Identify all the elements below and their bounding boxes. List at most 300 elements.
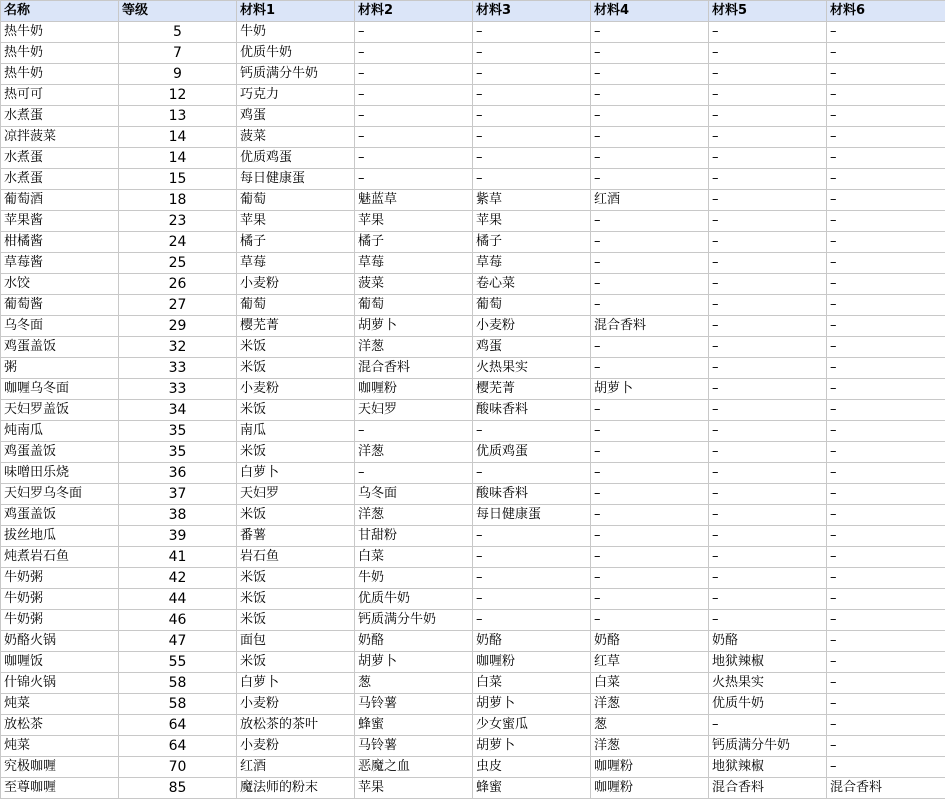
cell-material-1: 每日健康蛋 xyxy=(237,169,355,190)
header-material-6: 材料6 xyxy=(827,1,945,22)
cell-material-2: 甘甜粉 xyxy=(355,526,473,547)
cell-material-5: 火热果实 xyxy=(709,673,827,694)
cell-material-1: 钙质满分牛奶 xyxy=(237,64,355,85)
cell-material-4: – xyxy=(591,169,709,190)
cell-material-6: – xyxy=(827,64,945,85)
cell-material-3: – xyxy=(473,22,591,43)
cell-material-4: 胡萝卜 xyxy=(591,379,709,400)
cell-material-2: 马铃薯 xyxy=(355,736,473,757)
cell-material-4: 红草 xyxy=(591,652,709,673)
cell-material-4: – xyxy=(591,127,709,148)
cell-material-2: 马铃薯 xyxy=(355,694,473,715)
cell-name: 至尊咖喱 xyxy=(1,778,119,799)
header-row xyxy=(1,1,945,22)
table-row xyxy=(1,337,945,358)
cell-material-2: 牛奶 xyxy=(355,568,473,589)
cell-material-2: – xyxy=(355,421,473,442)
cell-material-5: 地狱辣椒 xyxy=(709,652,827,673)
cell-material-1: 魔法师的粉末 xyxy=(237,778,355,799)
cell-material-6: – xyxy=(827,274,945,295)
cell-material-4: – xyxy=(591,505,709,526)
cell-level: 64 xyxy=(119,715,237,736)
cell-level: 41 xyxy=(119,547,237,568)
cell-level: 23 xyxy=(119,211,237,232)
cell-material-3: 奶酪 xyxy=(473,631,591,652)
cell-name: 奶酪火锅 xyxy=(1,631,119,652)
cell-material-5: – xyxy=(709,442,827,463)
cell-material-6: – xyxy=(827,568,945,589)
cell-level: 14 xyxy=(119,127,237,148)
cell-material-4: – xyxy=(591,148,709,169)
cell-name: 咖喱饭 xyxy=(1,652,119,673)
cell-material-6: – xyxy=(827,631,945,652)
cell-material-2: 蜂蜜 xyxy=(355,715,473,736)
cell-material-6: – xyxy=(827,358,945,379)
cell-material-6: – xyxy=(827,652,945,673)
cell-material-3: 优质鸡蛋 xyxy=(473,442,591,463)
cell-level: 36 xyxy=(119,463,237,484)
cell-material-5: – xyxy=(709,127,827,148)
cell-material-2: 优质牛奶 xyxy=(355,589,473,610)
cell-material-6: – xyxy=(827,736,945,757)
cell-level: 55 xyxy=(119,652,237,673)
cell-material-5: – xyxy=(709,232,827,253)
cell-material-2: 苹果 xyxy=(355,778,473,799)
cell-material-1: 小麦粉 xyxy=(237,379,355,400)
cell-material-5: – xyxy=(709,316,827,337)
cell-material-6: – xyxy=(827,484,945,505)
cell-level: 9 xyxy=(119,64,237,85)
cell-material-4: 混合香料 xyxy=(591,316,709,337)
table-row xyxy=(1,505,945,526)
cell-level: 39 xyxy=(119,526,237,547)
cell-material-4: – xyxy=(591,463,709,484)
cell-material-5: – xyxy=(709,106,827,127)
table-row xyxy=(1,526,945,547)
cell-level: 25 xyxy=(119,253,237,274)
cell-material-1: 红酒 xyxy=(237,757,355,778)
cell-level: 24 xyxy=(119,232,237,253)
cell-material-5: – xyxy=(709,148,827,169)
table-row xyxy=(1,547,945,568)
cell-material-1: 橘子 xyxy=(237,232,355,253)
table-row xyxy=(1,631,945,652)
cell-material-3: – xyxy=(473,421,591,442)
cell-name: 炖煮岩石鱼 xyxy=(1,547,119,568)
table-row xyxy=(1,715,945,736)
cell-name: 热牛奶 xyxy=(1,22,119,43)
header-material-1: 材料1 xyxy=(237,1,355,22)
table-row xyxy=(1,169,945,190)
cell-material-6: – xyxy=(827,127,945,148)
cell-material-4: 奶酪 xyxy=(591,631,709,652)
cell-material-3: – xyxy=(473,43,591,64)
cell-material-3: 鸡蛋 xyxy=(473,337,591,358)
cell-material-6: – xyxy=(827,169,945,190)
cell-material-6: – xyxy=(827,673,945,694)
cell-material-4: 红酒 xyxy=(591,190,709,211)
cell-level: 32 xyxy=(119,337,237,358)
table-row xyxy=(1,778,945,799)
cell-material-6: – xyxy=(827,442,945,463)
cell-material-4: – xyxy=(591,568,709,589)
cell-level: 47 xyxy=(119,631,237,652)
cell-material-5: – xyxy=(709,589,827,610)
cell-material-3: 苹果 xyxy=(473,211,591,232)
table-row xyxy=(1,295,945,316)
cell-material-3: 酸味香料 xyxy=(473,484,591,505)
cell-material-6: – xyxy=(827,22,945,43)
cell-material-4: – xyxy=(591,337,709,358)
cell-name: 苹果酱 xyxy=(1,211,119,232)
cell-level: 14 xyxy=(119,148,237,169)
cell-material-4: – xyxy=(591,400,709,421)
cell-material-2: 乌冬面 xyxy=(355,484,473,505)
cell-name: 热牛奶 xyxy=(1,43,119,64)
cell-material-4: – xyxy=(591,232,709,253)
table-row xyxy=(1,463,945,484)
cell-material-4: – xyxy=(591,421,709,442)
cell-material-5: – xyxy=(709,64,827,85)
cell-material-3: 少女蜜瓜 xyxy=(473,715,591,736)
cell-material-3: – xyxy=(473,610,591,631)
cell-material-1: 天妇罗 xyxy=(237,484,355,505)
cell-material-6: – xyxy=(827,547,945,568)
cell-name: 炖菜 xyxy=(1,736,119,757)
table-row xyxy=(1,568,945,589)
cell-material-5: – xyxy=(709,421,827,442)
cell-material-6: – xyxy=(827,379,945,400)
cell-material-3: 每日健康蛋 xyxy=(473,505,591,526)
cell-material-1: 白萝卜 xyxy=(237,463,355,484)
cell-material-4: – xyxy=(591,589,709,610)
cell-material-1: 岩石鱼 xyxy=(237,547,355,568)
cell-name: 牛奶粥 xyxy=(1,568,119,589)
cell-material-2: 白菜 xyxy=(355,547,473,568)
table-row xyxy=(1,652,945,673)
cell-name: 粥 xyxy=(1,358,119,379)
cell-material-2: 胡萝卜 xyxy=(355,316,473,337)
cell-material-2: 恶魔之血 xyxy=(355,757,473,778)
cell-material-1: 面包 xyxy=(237,631,355,652)
cell-material-1: 葡萄 xyxy=(237,295,355,316)
cell-material-2: – xyxy=(355,148,473,169)
cell-material-1: 米饭 xyxy=(237,442,355,463)
cell-material-6: – xyxy=(827,211,945,232)
cell-material-5: – xyxy=(709,169,827,190)
cell-level: 34 xyxy=(119,400,237,421)
cell-level: 70 xyxy=(119,757,237,778)
cell-material-4: 洋葱 xyxy=(591,736,709,757)
cell-material-1: 优质鸡蛋 xyxy=(237,148,355,169)
cell-name: 水煮蛋 xyxy=(1,148,119,169)
cell-level: 35 xyxy=(119,421,237,442)
cell-name: 草莓酱 xyxy=(1,253,119,274)
cell-material-6: – xyxy=(827,463,945,484)
table-row xyxy=(1,232,945,253)
cell-material-2: 天妇罗 xyxy=(355,400,473,421)
cell-material-4: – xyxy=(591,442,709,463)
table-row xyxy=(1,106,945,127)
header-name: 名称 xyxy=(1,1,119,22)
cell-material-2: 葡萄 xyxy=(355,295,473,316)
cell-material-1: 巧克力 xyxy=(237,85,355,106)
table-row xyxy=(1,85,945,106)
cell-material-3: 葡萄 xyxy=(473,295,591,316)
cell-material-3: 火热果实 xyxy=(473,358,591,379)
cell-material-2: – xyxy=(355,43,473,64)
cell-material-5: – xyxy=(709,505,827,526)
cell-material-3: 白菜 xyxy=(473,673,591,694)
cell-name: 鸡蛋盖饭 xyxy=(1,337,119,358)
cell-material-6: – xyxy=(827,316,945,337)
cell-material-5: – xyxy=(709,400,827,421)
cell-material-3: – xyxy=(473,85,591,106)
cell-material-5: 优质牛奶 xyxy=(709,694,827,715)
cell-material-6: – xyxy=(827,757,945,778)
table-row xyxy=(1,379,945,400)
cell-material-1: 米饭 xyxy=(237,610,355,631)
table-row xyxy=(1,148,945,169)
cell-material-3: 胡萝卜 xyxy=(473,736,591,757)
cell-material-1: 樱芜菁 xyxy=(237,316,355,337)
cell-material-6: – xyxy=(827,337,945,358)
cell-name: 水煮蛋 xyxy=(1,106,119,127)
cell-material-5: – xyxy=(709,253,827,274)
cell-name: 柑橘酱 xyxy=(1,232,119,253)
table-row xyxy=(1,316,945,337)
cell-material-4: 白菜 xyxy=(591,673,709,694)
cell-material-6: – xyxy=(827,190,945,211)
cell-material-1: 小麦粉 xyxy=(237,694,355,715)
table-row xyxy=(1,400,945,421)
cell-material-5: – xyxy=(709,484,827,505)
cell-material-3: 小麦粉 xyxy=(473,316,591,337)
cell-level: 12 xyxy=(119,85,237,106)
cell-material-2: 洋葱 xyxy=(355,337,473,358)
cell-level: 26 xyxy=(119,274,237,295)
cell-material-1: 鸡蛋 xyxy=(237,106,355,127)
cell-material-4: – xyxy=(591,295,709,316)
cell-name: 葡萄酱 xyxy=(1,295,119,316)
cell-name: 牛奶粥 xyxy=(1,589,119,610)
cell-material-4: – xyxy=(591,526,709,547)
cell-material-1: 小麦粉 xyxy=(237,736,355,757)
cell-level: 18 xyxy=(119,190,237,211)
cell-material-6: – xyxy=(827,505,945,526)
cell-material-6: – xyxy=(827,589,945,610)
cell-material-5: – xyxy=(709,568,827,589)
cell-material-5: 奶酪 xyxy=(709,631,827,652)
cell-material-4: – xyxy=(591,22,709,43)
cell-material-6: – xyxy=(827,253,945,274)
cell-material-4: – xyxy=(591,484,709,505)
cell-material-4: – xyxy=(591,274,709,295)
cell-material-1: 米饭 xyxy=(237,337,355,358)
cell-material-5: – xyxy=(709,295,827,316)
cell-material-3: 酸味香料 xyxy=(473,400,591,421)
table-row xyxy=(1,127,945,148)
cell-material-2: – xyxy=(355,64,473,85)
cell-name: 放松茶 xyxy=(1,715,119,736)
cell-material-1: 优质牛奶 xyxy=(237,43,355,64)
cell-material-4: – xyxy=(591,253,709,274)
cell-material-4: – xyxy=(591,211,709,232)
cell-material-2: 胡萝卜 xyxy=(355,652,473,673)
table-row xyxy=(1,694,945,715)
cell-material-4: – xyxy=(591,610,709,631)
cell-level: 44 xyxy=(119,589,237,610)
table-header xyxy=(1,1,945,22)
cell-level: 46 xyxy=(119,610,237,631)
cell-material-6: – xyxy=(827,85,945,106)
cell-name: 炖菜 xyxy=(1,694,119,715)
cell-material-2: 钙质满分牛奶 xyxy=(355,610,473,631)
cell-material-5: – xyxy=(709,190,827,211)
cell-material-6: – xyxy=(827,400,945,421)
cell-material-3: – xyxy=(473,169,591,190)
cell-material-5: – xyxy=(709,547,827,568)
cell-material-6: – xyxy=(827,148,945,169)
cell-level: 38 xyxy=(119,505,237,526)
cell-material-2: 草莓 xyxy=(355,253,473,274)
cell-material-2: – xyxy=(355,127,473,148)
cell-material-2: 洋葱 xyxy=(355,505,473,526)
cell-material-4: – xyxy=(591,64,709,85)
table-row xyxy=(1,43,945,64)
cell-material-5: – xyxy=(709,274,827,295)
cell-material-5: – xyxy=(709,379,827,400)
cell-level: 58 xyxy=(119,673,237,694)
cell-material-4: 咖喱粉 xyxy=(591,757,709,778)
cell-material-4: – xyxy=(591,106,709,127)
cell-material-2: 混合香料 xyxy=(355,358,473,379)
cell-material-6: – xyxy=(827,232,945,253)
cell-material-6: 混合香料 xyxy=(827,778,945,799)
cell-material-3: 胡萝卜 xyxy=(473,694,591,715)
cell-material-6: – xyxy=(827,694,945,715)
cell-level: 15 xyxy=(119,169,237,190)
cell-material-5: – xyxy=(709,715,827,736)
cell-level: 85 xyxy=(119,778,237,799)
cell-material-3: – xyxy=(473,64,591,85)
cell-name: 天妇罗乌冬面 xyxy=(1,484,119,505)
cell-name: 水煮蛋 xyxy=(1,169,119,190)
cell-name: 热可可 xyxy=(1,85,119,106)
cell-material-5: – xyxy=(709,610,827,631)
cell-name: 鸡蛋盖饭 xyxy=(1,505,119,526)
header-material-5: 材料5 xyxy=(709,1,827,22)
cell-material-2: 苹果 xyxy=(355,211,473,232)
table-row xyxy=(1,22,945,43)
cell-material-1: 米饭 xyxy=(237,358,355,379)
cell-material-5: – xyxy=(709,211,827,232)
cell-level: 13 xyxy=(119,106,237,127)
cell-material-6: – xyxy=(827,295,945,316)
cell-name: 拔丝地瓜 xyxy=(1,526,119,547)
cell-material-3: – xyxy=(473,568,591,589)
cell-material-4: – xyxy=(591,358,709,379)
cell-material-2: – xyxy=(355,106,473,127)
cell-material-4: – xyxy=(591,547,709,568)
cell-material-2: 橘子 xyxy=(355,232,473,253)
cell-material-3: 橘子 xyxy=(473,232,591,253)
cell-name: 鸡蛋盖饭 xyxy=(1,442,119,463)
cell-name: 牛奶粥 xyxy=(1,610,119,631)
cell-material-2: 咖喱粉 xyxy=(355,379,473,400)
cell-material-1: 米饭 xyxy=(237,589,355,610)
cell-material-3: – xyxy=(473,526,591,547)
cell-level: 27 xyxy=(119,295,237,316)
cell-material-3: – xyxy=(473,148,591,169)
cell-name: 什锦火锅 xyxy=(1,673,119,694)
table-row xyxy=(1,442,945,463)
table-row xyxy=(1,421,945,442)
cell-name: 葡萄酒 xyxy=(1,190,119,211)
cell-level: 5 xyxy=(119,22,237,43)
cell-material-2: 洋葱 xyxy=(355,442,473,463)
table-row xyxy=(1,484,945,505)
cell-material-1: 放松茶的茶叶 xyxy=(237,715,355,736)
cell-material-5: 混合香料 xyxy=(709,778,827,799)
cell-material-6: – xyxy=(827,106,945,127)
cell-material-1: 小麦粉 xyxy=(237,274,355,295)
cell-material-1: 米饭 xyxy=(237,505,355,526)
cell-name: 乌冬面 xyxy=(1,316,119,337)
cell-material-6: – xyxy=(827,715,945,736)
cell-material-2: 葱 xyxy=(355,673,473,694)
header-material-4: 材料4 xyxy=(591,1,709,22)
cell-material-5: 钙质满分牛奶 xyxy=(709,736,827,757)
cell-material-1: 苹果 xyxy=(237,211,355,232)
table-row xyxy=(1,274,945,295)
table-row xyxy=(1,358,945,379)
cell-material-1: 白萝卜 xyxy=(237,673,355,694)
cell-material-5: – xyxy=(709,22,827,43)
header-material-2: 材料2 xyxy=(355,1,473,22)
cell-name: 水饺 xyxy=(1,274,119,295)
cell-name: 究极咖喱 xyxy=(1,757,119,778)
cell-material-6: – xyxy=(827,421,945,442)
cell-level: 42 xyxy=(119,568,237,589)
cell-material-4: – xyxy=(591,85,709,106)
cell-material-3: – xyxy=(473,589,591,610)
cell-level: 37 xyxy=(119,484,237,505)
cell-level: 64 xyxy=(119,736,237,757)
table-row xyxy=(1,190,945,211)
cell-material-2: – xyxy=(355,85,473,106)
cell-material-5: – xyxy=(709,358,827,379)
table-row xyxy=(1,757,945,778)
table-row xyxy=(1,610,945,631)
cell-material-3: 草莓 xyxy=(473,253,591,274)
table-body xyxy=(1,22,945,799)
cell-material-2: – xyxy=(355,22,473,43)
cell-name: 味噌田乐烧 xyxy=(1,463,119,484)
cell-material-4: 葱 xyxy=(591,715,709,736)
cell-material-4: 咖喱粉 xyxy=(591,778,709,799)
cell-material-6: – xyxy=(827,610,945,631)
cell-level: 33 xyxy=(119,358,237,379)
cell-material-3: 卷心菜 xyxy=(473,274,591,295)
cell-name: 热牛奶 xyxy=(1,64,119,85)
cell-level: 58 xyxy=(119,694,237,715)
cell-material-1: 草莓 xyxy=(237,253,355,274)
cell-material-5: – xyxy=(709,463,827,484)
table-row xyxy=(1,211,945,232)
cell-material-2: 魅蓝草 xyxy=(355,190,473,211)
cell-material-3: 虫皮 xyxy=(473,757,591,778)
